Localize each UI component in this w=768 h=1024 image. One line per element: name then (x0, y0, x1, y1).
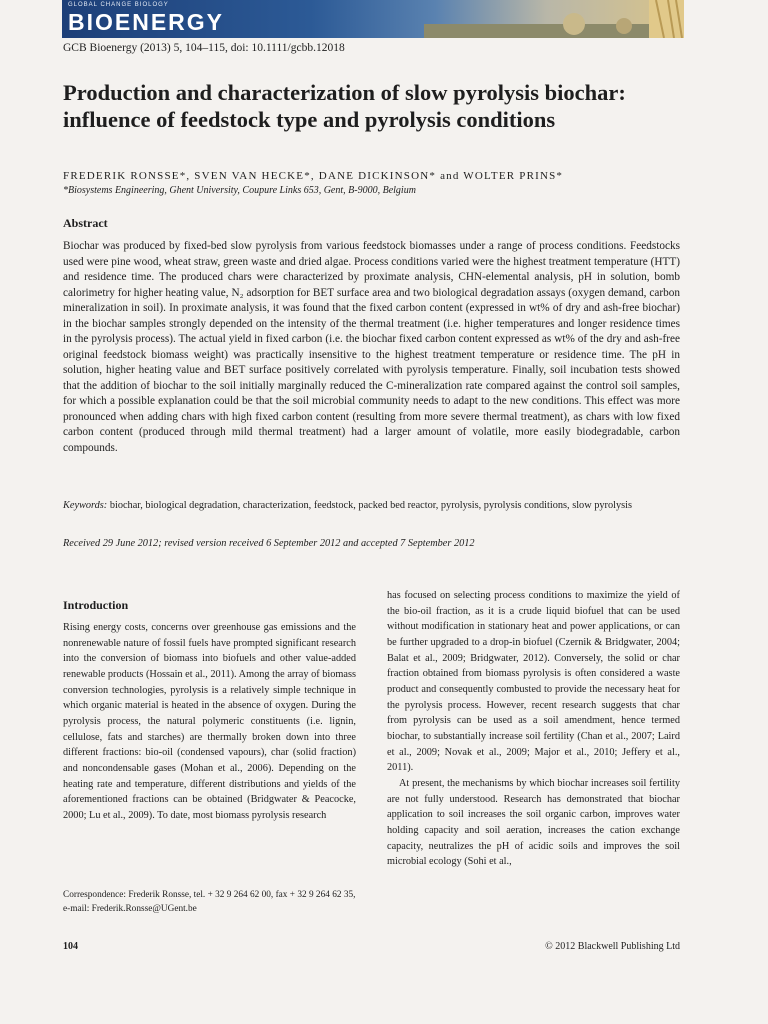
keywords-label: Keywords: (63, 500, 108, 511)
introduction-paragraph-1: Rising energy costs, concerns over greenhouse gas emissions and the nonrenewable nature of fossil fuels have prompted significant research into the conversion of biomass into biofuels and other value-added renewable products (Hossain et al., 2011). Among the array of biomass conversion technologies, pyrolysis is a relatively simple technique in which organic material is heated in the absence of oxygen. During the pyrolysis process, the natural polymeric constituents (i.e. lignin, cellulose, fats and starches) are thermally broken down into three different fractions: bio-oil (condensed vapours), char (solid fraction) and noncondensable gases (Mohan et al., 2006). Depending on the heating rate and temperature, different distributions and yields of the aforementioned fractions can be obtained (Bridgwater & Peacocke, 2000; Lu et al., 2009). To date, most biomass pyrolysis research (63, 622, 356, 821)
introduction-heading: Introduction (63, 598, 129, 612)
journal-banner (62, 0, 684, 38)
abstract-text: Biochar was produced by fixed-bed slow pyrolysis from various feedstock biomasses under a range of process conditions. Feedstocks used were pine wood, wheat straw, green waste and dried algae. Process conditions varied were the highest treatment temperature (HTT) and residence time. The produced chars were characterized by proximate analysis, CHN-elemental analysis, pH in solution, bomb calorimetry for higher heating value, N₂ adsorption for BET surface area and two biological degradation assays (oxygen demand, carbon mineralization in soil). In proximate analysis, it was found that the fixed carbon content (expressed in wt% of dry and ash-free biochar) in the biochar samples strongly depended on the intensity of the thermal treatment (i.e. higher temperatures and longer residence times in the pyrolysis process). The actual yield in fixed carbon (i.e. the biochar fixed carbon content expressed as wt% of the dry and ash-free original feedstock biomass weight) was practically insensitive to the highest treatment temperature or residence time. The pH in solution, higher heating value and BET surface positively correlated with pyrolysis temperature. Finally, soil incubation tests showed that the addition of biochar to the soil initially marginally reduced the C-mineralization rate compared against the control soil samples, for which a possible explanation could be that the soil microbial community needs to adapt to the new conditions. This effect was more pronounced when adding chars with high fixed carbon content (resulting from more severe thermal treatment), as chars with low fixed carbon content (produced through mild thermal treatment) had a larger amount of volatile, more easily biodegradable, carbon compounds. (63, 240, 680, 454)
page-number: 104 (63, 941, 78, 952)
paper-title: Production and characterization of slow pyrolysis biochar: influence of feedstock type and pyrolysis conditions (63, 80, 626, 132)
introduction-paragraph-1-cont: has focused on selecting process conditions to maximize the yield of the bio-oil fraction, as it is a crude liquid biofuel that can be used without modification in stationary heat and power applications, or can be further upgraded to a drop-in biofuel (Czernik & Bridgwater, 2004; Balat et al., 2009; Bridgwater, 2012). Conversely, the solid or char fraction obtained from biomass pyrolysis is often considered a waste product and consequently combusted to provide the necessary heat for the pyrolysis process. However, recent research suggests that char from pyrolysis can be used as a soil amendment, hence termed biochar, to substantially increase soil fertility (Chan et al., 2007; Laird et al., 2009; Novak et al., 2009; Major et al., 2010; Jeffery et al., 2011). (387, 590, 680, 774)
keywords (63, 499, 680, 514)
keywords-text: biochar, biological degradation, characterization, feedstock, packed bed reactor, pyrolysis, pyrolysis conditions, slow pyrolysis (109, 500, 632, 511)
publisher-copyright: © 2012 Blackwell Publishing Ltd (545, 941, 680, 952)
journal-series: GLOBAL CHANGE BIOLOGY (68, 2, 169, 8)
received-dates: Received 29 June 2012; revised version received 6 September 2012 and accepted 7 September 2012 (63, 538, 475, 549)
introduction-paragraph-2: At present, the mechanisms by which biochar increases soil fertility are not fully understood. Research has demonstrated that biochar application to soil increases the soil organic carbon, improves water holding capacity and soil aeration, increases the cation exchange capacity, neutralizes the pH of acidic soils and improves the soil microbial ecology (Sohi et al., (387, 777, 680, 868)
abstract-heading: Abstract (63, 216, 108, 230)
affiliation: *Biosystems Engineering, Ghent University, Coupure Links 653, Gent, B-9000, Belgium (63, 185, 416, 196)
citation: GCB Bioenergy (2013) 5, 104–115, doi: 10.1111/gcbb.12018 (63, 42, 345, 54)
left-column (63, 590, 356, 824)
right-column (387, 588, 680, 870)
correspondence: Correspondence: Frederik Ronsse, tel. + 32 9 264 62 00, fax + 32 9 264 62 35, e-mail: Frederik.Ronsse@UGent.be (63, 890, 356, 914)
journal-name: BIOENERGY (68, 9, 225, 35)
authors: FREDERIK RONSSE*, SVEN VAN HECKE*, DANE DICKINSON* and WOLTER PRINS* (63, 170, 564, 182)
banner-landscape-image (424, 0, 684, 38)
